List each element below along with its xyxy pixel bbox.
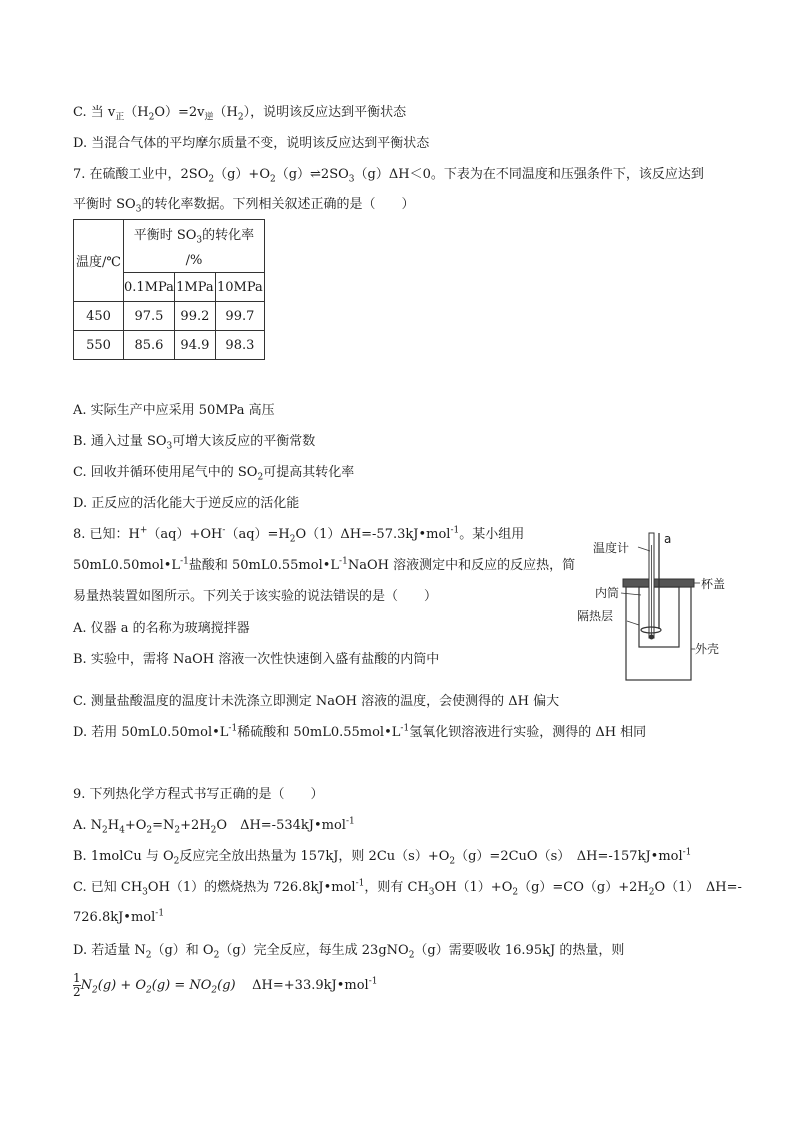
label-outer: 外壳 [695, 642, 720, 656]
q6-option-c: C. 当 $v_正(H_2O)=2v_逆(H_2)$，说明该反应达到平衡状态 [73, 105, 407, 123]
q8-option-b: B. 实验中，需将 NaOH 溶液一次性快速倒入盛有盐酸的内筒中 [73, 652, 440, 667]
table-row [74, 331, 265, 360]
q9-option-a: A. $N_2H_4+O_2=N_2+2H_2O$ ΔH=-534kJ•mol$^{-1}$ [73, 816, 355, 836]
q9-stem: 9. 下列热化学方程式书写正确的是（ ） [73, 787, 324, 802]
q9-option-d-equation: $\frac{1}{2}$ $N_2(g) + O_2(g) = NO_2(g)$ ΔH=+33.9kJ•mol$^{-1}$ [73, 971, 378, 999]
q7-option-b: B. 通入过量 $SO_3$可增大该反应的平衡常数 [73, 434, 316, 452]
temp-header: 温度/℃ [74, 220, 124, 302]
calorimeter-figure [575, 525, 735, 685]
q8-stem-line1: 8. 已知：$H^+(aq)+OH^-(aq)=H_2O(1)\Delta H=-57.3kJ•mol^{-1}$。某小组用 [73, 525, 525, 545]
q7-option-d: D. 正反应的活化能大于逆反应的活化能 [73, 496, 300, 511]
label-insulation: 隔热层 [577, 609, 614, 623]
q7-option-a: A. 实际生产中应采用 50MPa 高压 [73, 403, 275, 418]
table-cell: 450 [74, 302, 124, 331]
table-cell: 550 [74, 331, 124, 360]
fraction-half: $\frac{1}{2}$ [73, 971, 81, 999]
pressure-header: 10MPa [215, 273, 264, 302]
label-thermometer: 温度计 [593, 541, 630, 555]
q7-stem-line1: 7. 在硫酸工业中，$2SO_2(g)+O_2(g)\rightleftharpoons 2SO_3(g)\Delta H<0$。下表为在不同温度和压强条件下，该反应达到 [73, 167, 704, 185]
pressure-header: 0.1MPa [124, 273, 175, 302]
q6-option-d: D. 当混合气体的平均摩尔质量不变，说明该反应达到平衡状态 [73, 136, 430, 151]
table-row [74, 302, 265, 331]
q8-option-c: C. 测量盐酸温度的温度计未洗涤立即测定 NaOH 溶液的温度，会使测得的 ΔH 偏大 [73, 694, 560, 709]
q7-stem-line2: 平衡时 $SO_3$的转化率数据。下列相关叙述正确的是（ ） [73, 197, 415, 215]
q8-stem-line2: $50mL0.50mol•L^{-1}$盐酸和 $50mL0.55mol•L^{-1}NaOH$ 溶液测定中和反应的反应热，简 [73, 556, 576, 573]
q9-option-d-line1: D. 若适量 $N_2(g)$和 $O_2(g)$完全反应，每生成 23gNO$_2$（g）需要吸收 16.95kJ 的热量，则 [73, 943, 625, 961]
label-a: a [664, 532, 672, 546]
q8-stem-line3: 易量热装置如图所示。下列关于该实验的说法错误的是（ ） [73, 589, 438, 604]
table-cell: 98.3 [215, 331, 264, 360]
table-cell: 94.9 [174, 331, 215, 360]
table-cell: 99.2 [174, 302, 215, 331]
q7-option-c: C. 回收并循环使用尾气中的 $SO_2$可提高其转化率 [73, 465, 355, 483]
label-inner: 内筒 [595, 586, 620, 600]
table-cell: 97.5 [124, 302, 175, 331]
q8-option-d: D. 若用 $50mL0.50mol•L^{-1}$稀硫酸和 $50mL0.55mol•L^{-1}$氢氧化钡溶液进行实验，测得的 ΔH 相同 [73, 723, 647, 740]
q9-option-c-line2: 726.8kJ•mol$^{-1}$ [73, 908, 165, 925]
pressure-header: 1MPa [174, 273, 215, 302]
table-cell: 99.7 [215, 302, 264, 331]
conversion-table [73, 219, 265, 360]
q8-option-a: A. 仪器 a 的名称为玻璃搅拌器 [73, 621, 250, 636]
label-lid: 杯盖 [701, 577, 726, 591]
q9-option-b: B. 1molCu 与 $O_2$反应完全放出热量为 157kJ，则 $2Cu(s)+O_2(g)=2CuO(s)$ ΔH=-157kJ•mol$^{-1}$ [73, 847, 692, 867]
q9-option-c-line1: C. 已知 $CH_3OH(1)$的燃烧热为 726.8kJ•mol$^{-1}$，则有 $CH_3OH(1)+O_2(g)=CO(g)+2H_2O(1)$ ΔH=- [73, 878, 742, 898]
conversion-header: 平衡时 $SO_3$的转化率 /% [124, 220, 265, 273]
table-cell: 85.6 [124, 331, 175, 360]
